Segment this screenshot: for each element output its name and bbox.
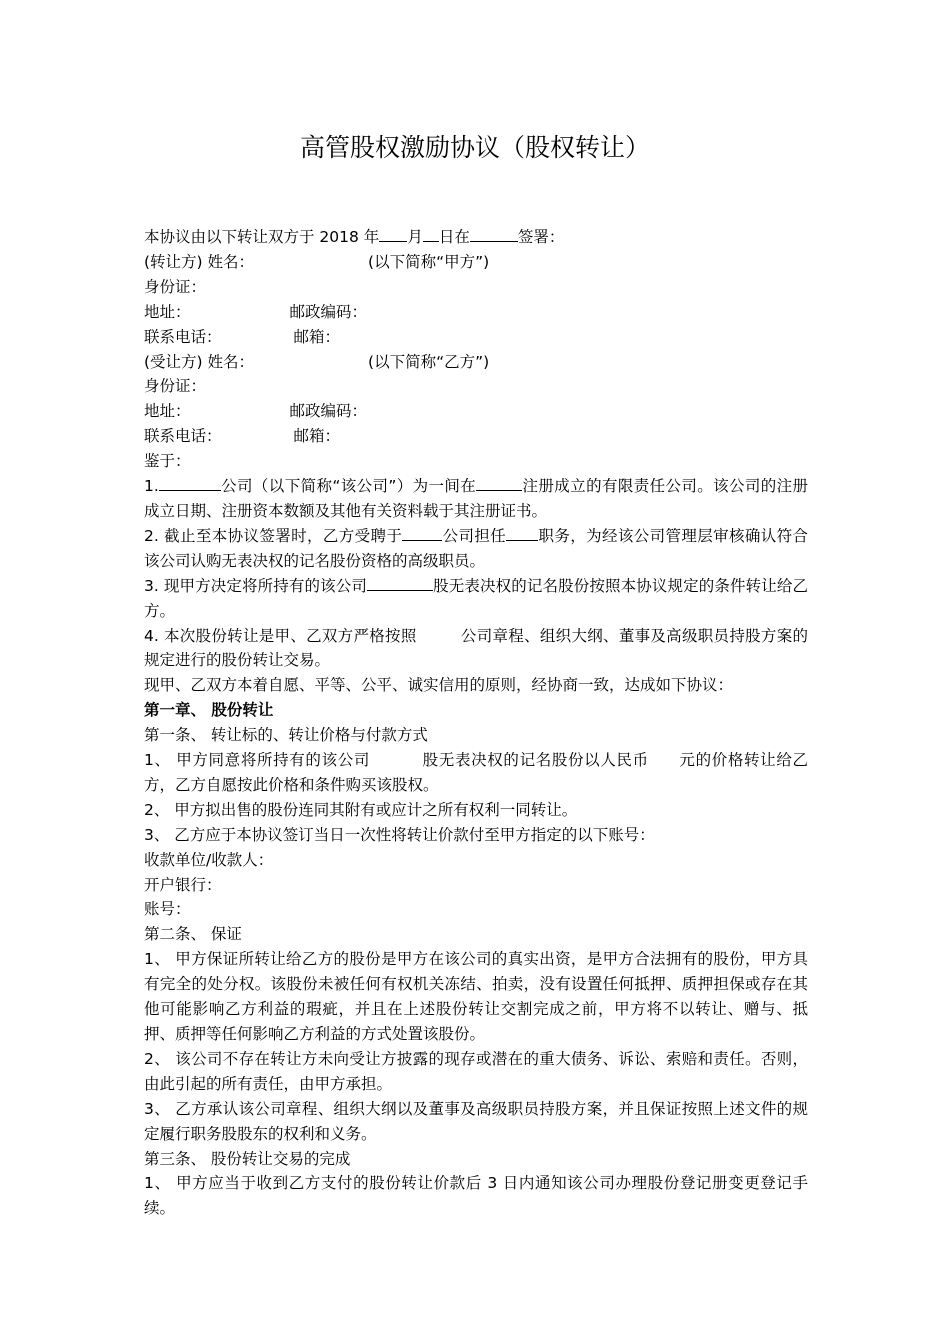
whereas-item-3 (144, 574, 808, 624)
article-2-clause-2: 2、 该公司不存在转让方未向受让方披露的现存或潜在的重大债务、诉讼、索赔和责任。否则，由此引起的所有责任，由甲方承担。 (144, 1049, 808, 1093)
agreement-statement: 现甲、乙双方本着自愿、平等、公平、诚实信用的原则，经协商一致，达成如下协议： (144, 676, 734, 695)
blank-location (476, 474, 522, 491)
transferee-name-label: (受让方) 姓名： (144, 352, 255, 371)
article-2-heading: 第二条、 保证 (144, 925, 242, 944)
transferee-postcode-label: 邮政编码： (289, 402, 368, 421)
whereas-1-text-b: 注册成立的有限责任公司。该公司的注册成立日期、注册资本数额及其他有关资料载于其注册证书。 (144, 477, 808, 520)
whereas-1-number: 1. (144, 477, 159, 496)
whereas-label: 鉴于： (144, 452, 191, 471)
transferee-address-label: 地址： (144, 402, 191, 421)
article-3-heading: 第三条、 股份转让交易的完成 (144, 1149, 351, 1168)
chapter-1-heading: 第一章、 股份转让 (144, 701, 274, 720)
whereas-3-text-b: 股无表决权的记名股份按照本协议规定的条件转让给乙方。 (144, 576, 808, 620)
blank-share-count (367, 574, 433, 591)
intro-signed: 签署： (517, 228, 565, 246)
transferee-id-line: 身份证： (144, 377, 207, 396)
whereas-2-text-a: 2. 截止至本协议签署时，乙方受聘于 (144, 526, 403, 545)
whereas-item-2 (144, 524, 808, 574)
article-1-clause-2: 2、 甲方拟出售的股份连同其附有或应计之所有权利一同转让。 (144, 800, 578, 819)
transferee-phone-label: 联系电话： (144, 427, 222, 446)
transferor-id-line: 身份证： (144, 277, 207, 296)
article-3-clause-1: 1、 甲方应当于收到乙方支付的股份转让价款后 3 日内通知该公司办理股份登记册变更登记手续。 (144, 1174, 808, 1218)
blank-position (506, 524, 538, 541)
transferor-email-label: 邮箱： (293, 327, 341, 346)
blank-employer (402, 524, 442, 541)
bank-line: 开户银行： (144, 875, 222, 894)
article-2-clause-1: 1、 甲方保证所转让给乙方的股份是甲方在该公司的真实出资，是甲方合法拥有的股份，甲方具有完全的处分权。该股份未被任何有权机关冻结、拍卖，没有设置任何抵押、质押担保或存在其他可能影响乙方利益的瑕疵，并且在上述股份转让交割完成之前，甲方将不以转让、赠与、抵押、质押等任何影响乙方利益的方式处置该股份。 (144, 950, 808, 1043)
whereas-2-text-b: 公司担任 (442, 526, 507, 545)
transferee-address-line (144, 399, 808, 424)
article-1-clause-3: 3、 乙方应于本协议签订当日一次性将转让价款付至甲方指定的以下账号： (144, 825, 655, 844)
blank-month (379, 225, 407, 242)
whereas-item-4 (144, 624, 808, 674)
transferee-alias: (以下简称“乙方”) (368, 352, 490, 371)
transferee-name-line (144, 350, 808, 375)
whereas-2-text-c: 职务，为经该公司管理层审核确认符合该公司认购无表决权的记名股份资格的高级职员。 (144, 526, 808, 570)
blank-place (470, 225, 518, 242)
transferor-name-line (144, 250, 808, 275)
transferor-name-label: (转让方) 姓名： (144, 252, 255, 271)
article-1-clause-1-text-b: 股无表决权的记名股份以人民币 (422, 751, 649, 770)
article-1-clause-1-text-c: 元的价格转让给乙方，乙方自愿按此价格和条件购买该股权。 (144, 751, 808, 794)
document-body (144, 225, 808, 1221)
transferee-phone-line (144, 424, 808, 449)
transferor-phone-label: 联系电话： (144, 327, 222, 346)
blank-day (423, 225, 439, 242)
intro-line (144, 225, 808, 250)
payee-line: 收款单位/收款人： (144, 850, 274, 869)
transferor-postcode-label: 邮政编码： (289, 302, 368, 321)
transferor-address-line (144, 300, 808, 325)
whereas-4-text-b: 公司章程、组织大纲、董事及高级职员持股方案的规定进行的股份转让交易。 (144, 626, 808, 670)
whereas-item-1 (144, 474, 808, 524)
article-1-clause-1-text-a: 1、 甲方同意将所持有的该公司 (144, 751, 371, 770)
account-line: 账号： (144, 900, 191, 919)
whereas-4-text-a: 4. 本次股份转让是甲、乙双方严格按照 (144, 626, 417, 645)
transferor-alias: (以下简称“甲方”) (368, 252, 490, 271)
whereas-3-text-a: 3. 现甲方决定将所持有的该公司 (144, 576, 367, 595)
intro-day: 日在 (438, 228, 470, 246)
article-1-clause-1 (144, 748, 808, 798)
transferor-phone-line (144, 325, 808, 350)
whereas-1-text-a: 公司（以下简称“该公司”）为一间在 (220, 477, 477, 496)
intro-text: 本协议由以下转让双方于 2018 年 (144, 228, 380, 246)
document-title: 高管股权激励协议（股权转让） (299, 133, 650, 162)
article-2-clause-3: 3、 乙方承认该公司章程、组织大纲以及董事及高级职员持股方案，并且保证按照上述文件的规定履行职务股股东的权利和义务。 (144, 1099, 808, 1143)
intro-month: 月 (407, 228, 423, 246)
transferor-address-label: 地址： (144, 302, 191, 321)
transferee-email-label: 邮箱： (293, 427, 341, 446)
blank-company (159, 474, 221, 491)
article-1-heading: 第一条、 转让标的、转让价格与付款方式 (144, 726, 428, 745)
